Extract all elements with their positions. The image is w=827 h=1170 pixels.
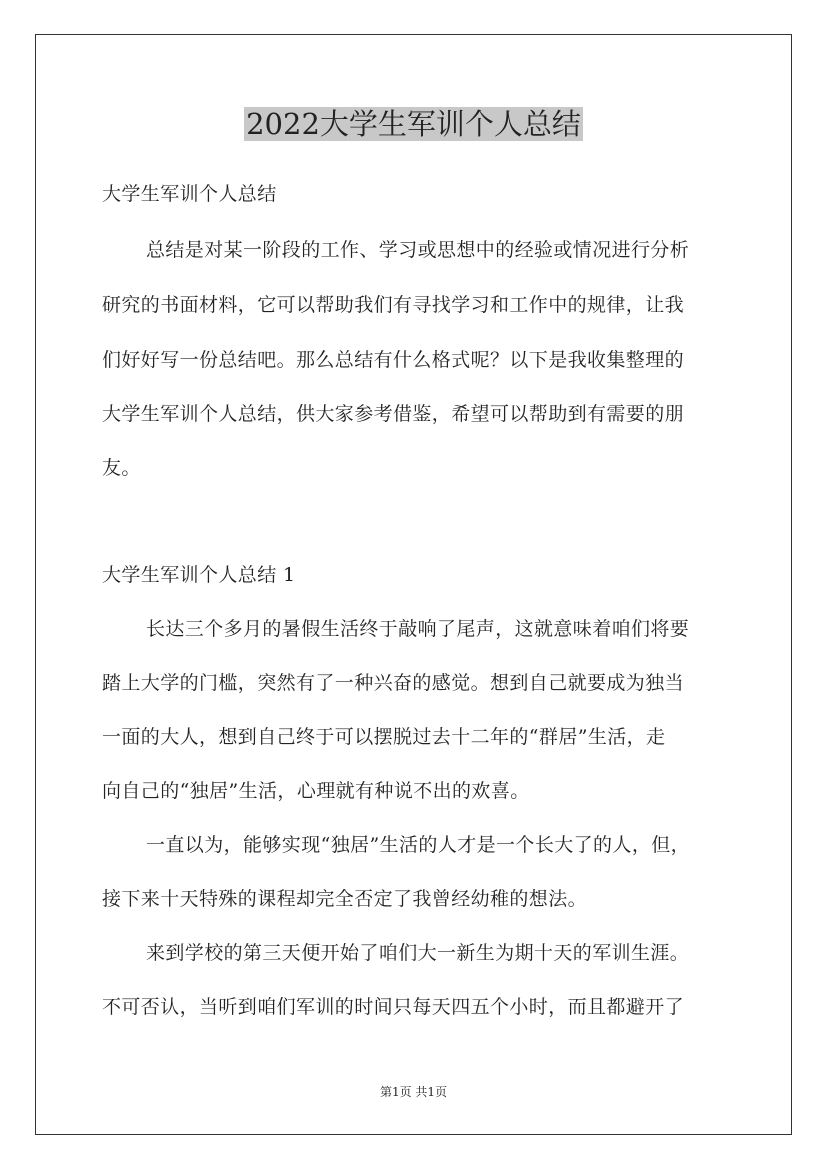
- section-heading: 大学生军训个人总结 1: [102, 564, 296, 586]
- paragraph-line: 向自己的“独居”生活，心理就有种说不出的欢喜。: [102, 780, 530, 802]
- document-title-wrap: [0, 104, 827, 144]
- paragraph-line: 不可否认，当听到咱们军训的时间只每天四五个小时，而且都避开了: [102, 996, 685, 1018]
- page-number-footer: 第1页 共1页: [379, 1085, 448, 1099]
- paragraph-line: 大学生军训个人总结，供大家参考借鉴，希望可以帮助到有需要的朋: [102, 403, 685, 425]
- paragraph-line: 长达三个多月的暑假生活终于敲响了尾声，这就意味着咱们将要: [146, 618, 690, 640]
- paragraph-line: 们好好写一份总结吧。那么总结有什么格式呢？以下是我收集整理的: [102, 349, 685, 371]
- document-title: 2022大学生军训个人总结: [246, 107, 581, 141]
- paragraph-line: 来到学校的第三天便开始了咱们大一新生为期十天的军训生涯。: [146, 942, 690, 964]
- paragraph-line: 总结是对某一阶段的工作、学习或思想中的经验或情况进行分析: [146, 239, 690, 261]
- paragraph-line: 友。: [102, 457, 141, 479]
- paragraph-line: 接下来十天特殊的课程却完全否定了我曾经幼稚的想法。: [102, 888, 588, 910]
- paragraph-line: 一直以为，能够实现“独居”生活的人才是一个长大了的人，但，: [146, 834, 691, 856]
- paragraph-line: 研究的书面材料，它可以帮助我们有寻找学习和工作中的规律，让我: [102, 294, 685, 316]
- paragraph-line: 一面的大人，想到自己终于可以摆脱过去十二年的“群居”生活，走: [102, 726, 666, 748]
- section-heading: 大学生军训个人总结: [102, 183, 277, 205]
- paragraph-line: 踏上大学的门槛，突然有了一种兴奋的感觉。想到自己就要成为独当: [102, 672, 685, 694]
